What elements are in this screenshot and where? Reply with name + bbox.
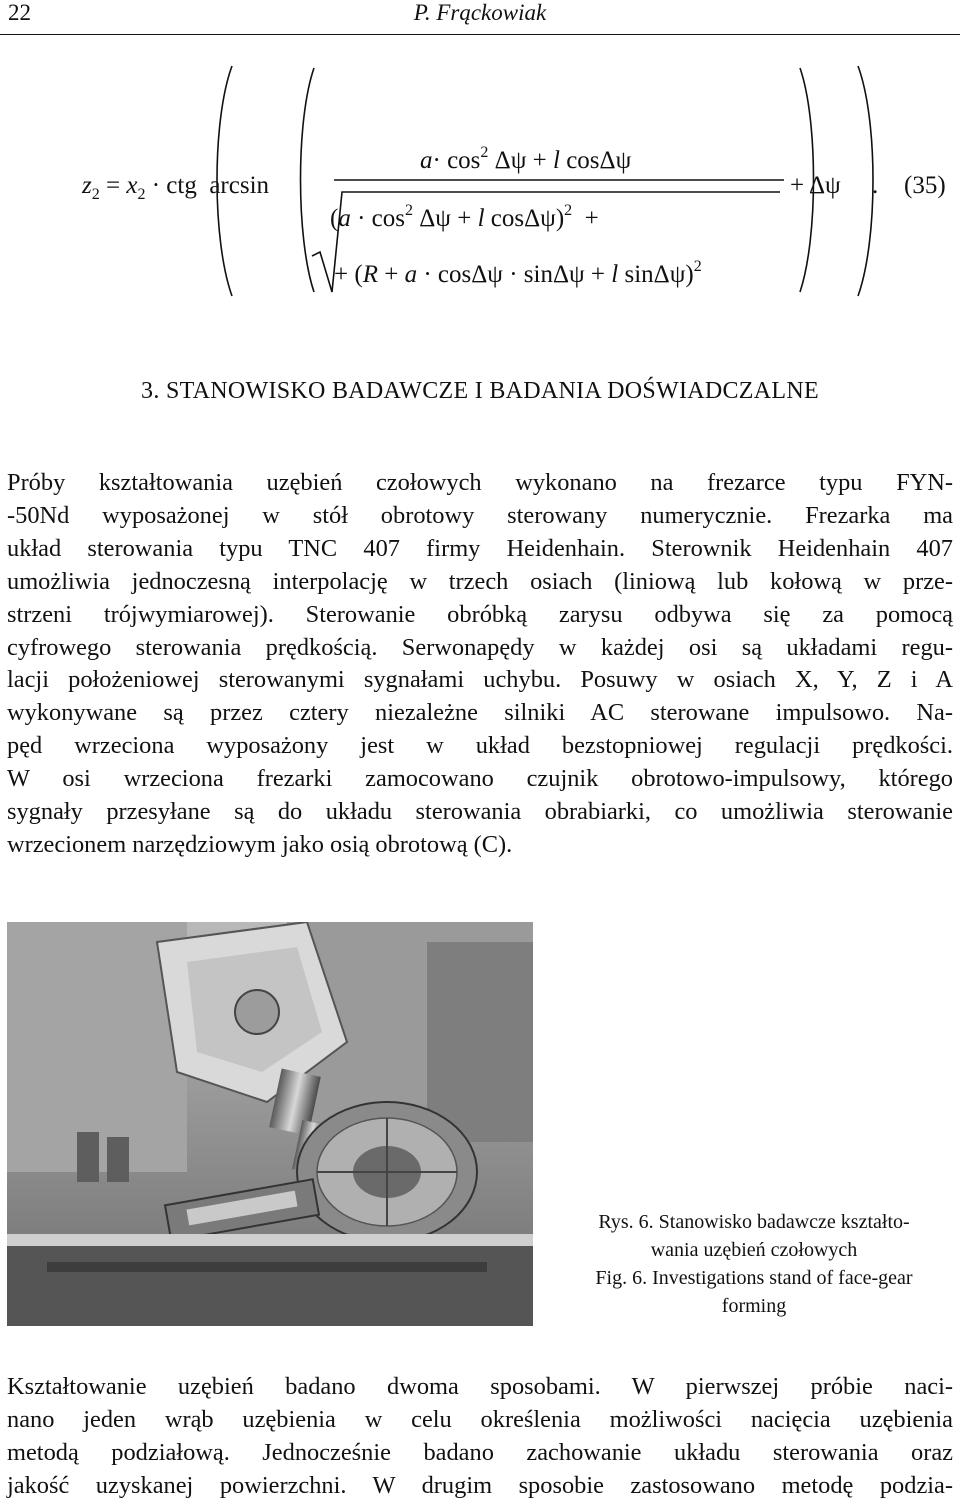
text-line: Próby kształtowania uzębień czołowych wykonano na frezarce typu FYN-: [7, 469, 953, 496]
text-line: Kształtowanie uzębień badano dwoma sposobami. W pierwszej próbie naci-: [7, 1373, 953, 1400]
equation-numerator: $a\cdot \cos^2 \Delta\psi + l$ cosΔψ: [420, 144, 632, 174]
paragraph-2: [7, 1371, 953, 1503]
text-line: cyfrowego sterowania prędkością. Serwonapędy w każdej osi są układami regu-: [7, 633, 953, 661]
text-line: strzeni trójwymiarowej). Sterowanie obróbką zarysu odbywa się za pomocą: [7, 600, 953, 628]
equation-35: [0, 60, 960, 310]
caption-pl-line1: Rys. 6. Stanowisko badawcze kształto-: [598, 1211, 910, 1233]
milling-machine-photo: [7, 922, 533, 1326]
text-line: układ sterowania typu TNC 407 firmy Heidenhain. Sterownik Heidenhain 407: [7, 534, 953, 562]
running-head: P. Frąckowiak: [413, 0, 547, 25]
figure-caption: [548, 1208, 960, 1320]
section-title: 3. STANOWISKO BADAWCZE I BADANIA DOŚWIADCZALNE: [141, 378, 819, 404]
caption-pl-line2: wania uzębień czołowych: [650, 1239, 858, 1261]
equation-lhs: $z_2 = x_2$ · ctg arcsin: [82, 172, 270, 203]
page-header: [0, 0, 960, 35]
equation-period: .: [872, 172, 879, 199]
text-line: sygnały przesyłane są do układu sterowania obrabiarki, co umożliwia sterowanie: [7, 798, 953, 826]
paragraph-1: [7, 467, 953, 862]
text-line: -50Nd wyposażonej w stół obrotowy sterowany numerycznie. Frezarka ma: [7, 501, 953, 529]
text-line: jakość uzyskanej powierzchni. W drugim sposobie zastosowano metodę podzia-: [7, 1471, 953, 1499]
text-line: wrzecionem narzędziowym jako osią obrotową (C).: [7, 830, 513, 858]
equation-denominator-line1: ($a \cdot \cos^2 \Delta\psi + l$ cosΔψ)$^2$ +: [330, 202, 599, 232]
equation-number: (35): [904, 172, 946, 199]
text-line: lacji położeniowej sterowanymi sygnałami uchybu. Posuwy w osiach X, Y, Z i A: [7, 666, 953, 694]
equation-denominator-line2: + (R + a · cosΔψ · sinΔψ + l sinΔψ)$^2$: [334, 258, 702, 288]
equation-outer-term: + Δψ: [790, 172, 841, 199]
text-line: umożliwia jednoczesną interpolację w trzech osiach (liniową lub kołową w prze-: [7, 567, 953, 595]
text-line: W osi wrzeciona frezarki zamocowano czujnik obrotowo-impulsowy, którego: [7, 765, 953, 793]
text-line: wykonywane są przez cztery niezależne silniki AC sterowane impulsowo. Na-: [7, 699, 953, 727]
text-line: pęd wrzeciona wyposażony jest w układ bezstopniowej regulacji prędkości.: [7, 732, 953, 760]
text-line: metodą podziałową. Jednocześnie badano zachowanie układu sterowania oraz: [7, 1438, 953, 1466]
milling-machine-illustration: [7, 922, 533, 1326]
text-line: nano jeden wrąb uzębienia w celu określenia możliwości nacięcia uzębienia: [7, 1405, 953, 1433]
caption-en-line2: forming: [721, 1295, 787, 1317]
caption-en-line1: Fig. 6. Investigations stand of face-gear: [595, 1267, 913, 1289]
page-number: 22: [8, 0, 31, 25]
